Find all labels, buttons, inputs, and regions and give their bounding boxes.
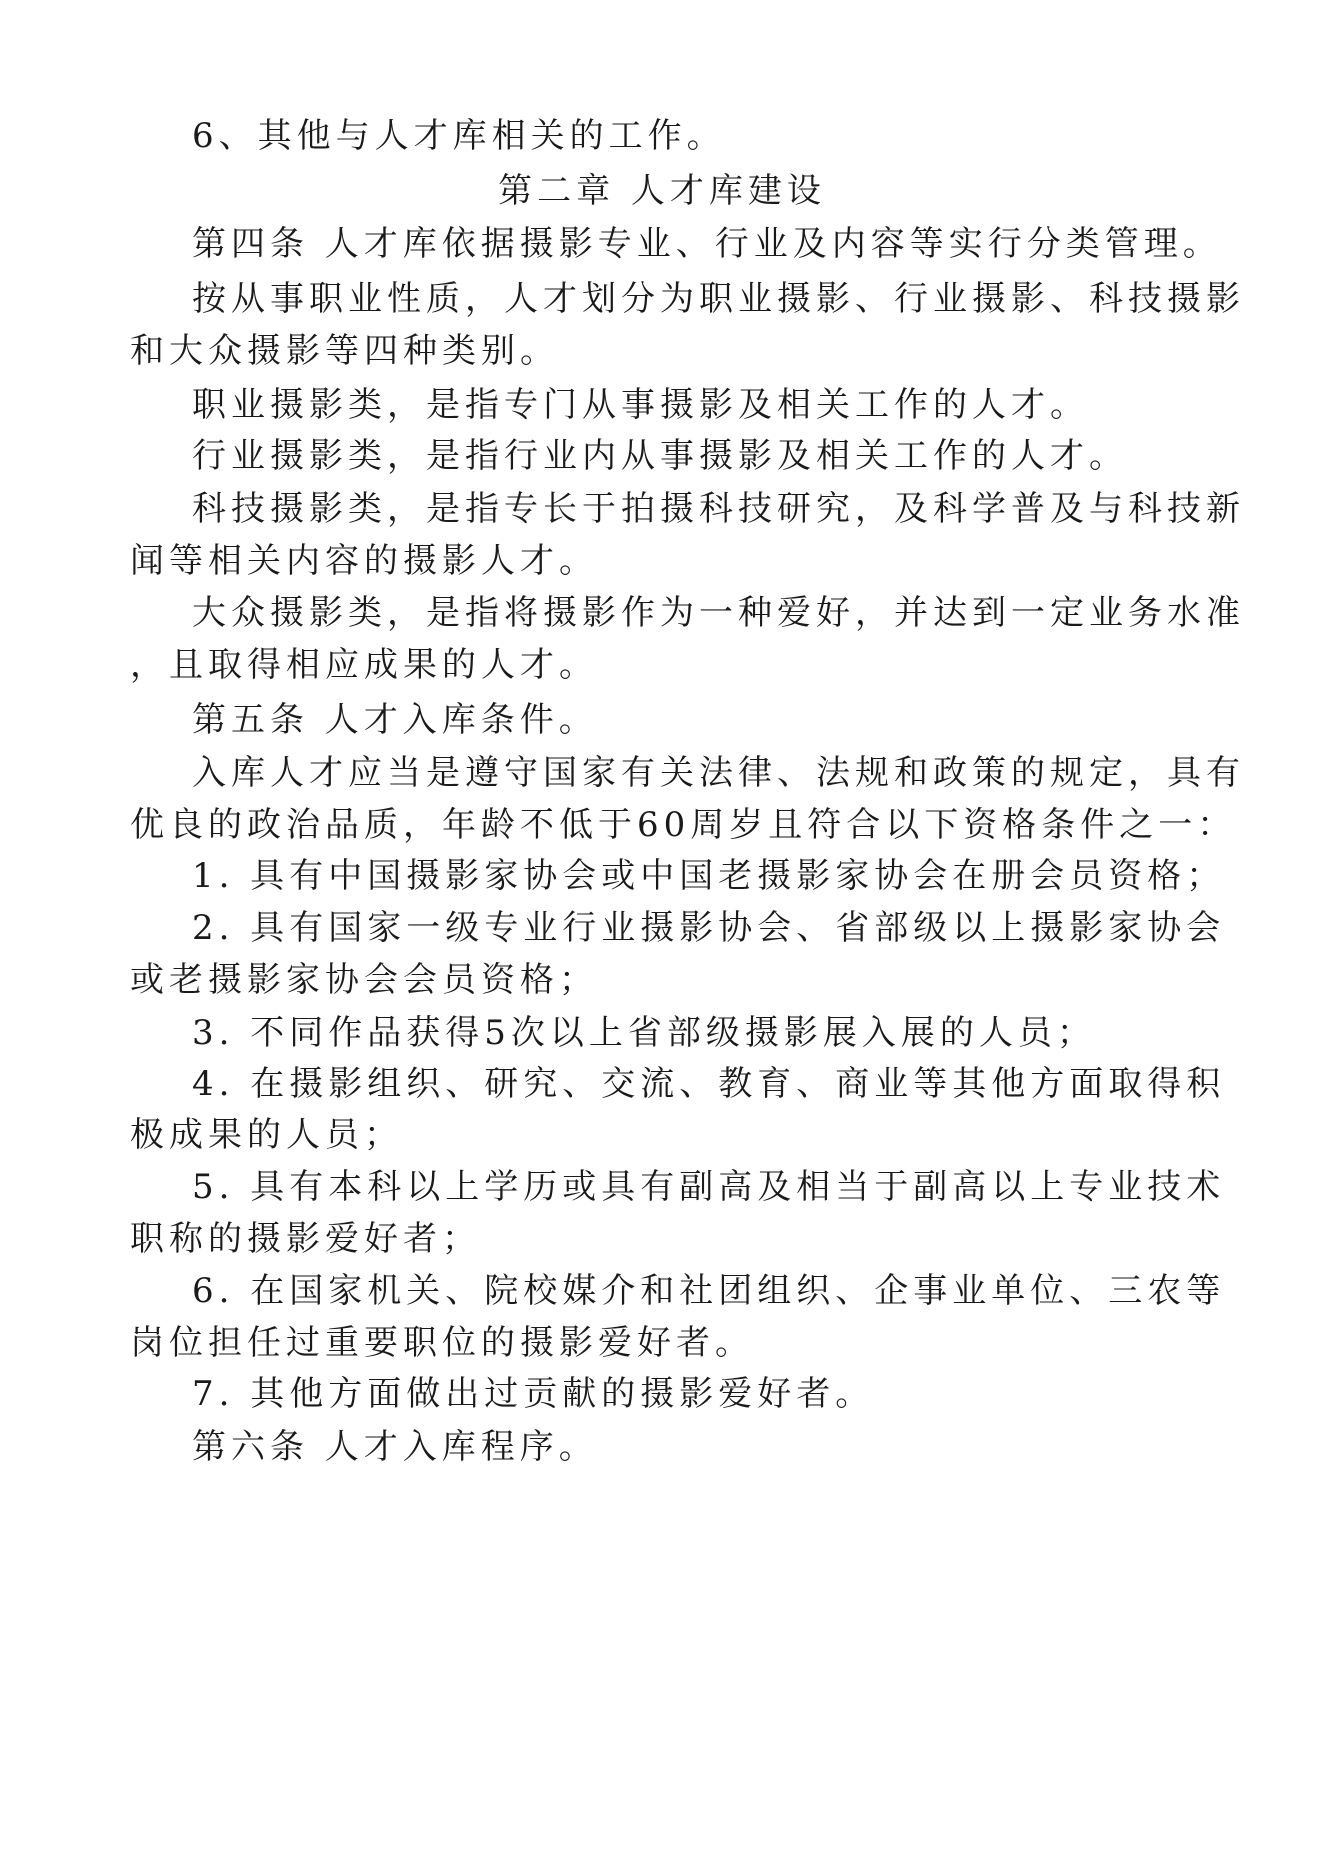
list-item: 7. 其他方面做出过贡献的摄影爱好者。 bbox=[192, 1374, 875, 1414]
list-item: 1. 具有中国摄影家协会或中国老摄影家协会在册会员资格； bbox=[192, 856, 1226, 896]
list-item-continuation: 极成果的人员； bbox=[130, 1115, 403, 1155]
paragraph-line: 优良的政治品质，年龄不低于60周岁且符合以下资格条件之一： bbox=[130, 805, 1237, 845]
paragraph-line: 科技摄影类，是指专长于拍摄科技研究，及科学普及与科技新 bbox=[192, 489, 1245, 529]
list-item: 4. 在摄影组织、研究、交流、教育、商业等其他方面取得积 bbox=[192, 1064, 1226, 1104]
list-item: 5. 具有本科以上学历或具有副高及相当于副高以上专业技术 bbox=[192, 1167, 1226, 1207]
paragraph-line: 大众摄影类，是指将摄影作为一种爱好，并达到一定业务水准 bbox=[192, 593, 1245, 633]
list-item-continuation: 或老摄影家协会会员资格； bbox=[130, 960, 598, 1000]
paragraph-line: 按从事职业性质，人才划分为职业摄影、行业摄影、科技摄影 bbox=[192, 279, 1245, 319]
list-item-continuation: 岗位担任过重要职位的摄影爱好者。 bbox=[130, 1323, 754, 1363]
list-item: 3. 不同作品获得5次以上省部级摄影展入展的人员； bbox=[192, 1013, 1096, 1053]
list-item: 6. 在国家机关、院校媒介和社团组织、企事业单位、三农等 bbox=[192, 1271, 1226, 1311]
chapter-heading: 第二章 人才库建设 bbox=[498, 171, 826, 211]
list-item: 2. 具有国家一级专业行业摄影协会、省部级以上摄影家协会 bbox=[192, 908, 1226, 948]
paragraph-line: ，且取得相应成果的人才。 bbox=[130, 645, 598, 685]
paragraph-line: 闻等相关内容的摄影人才。 bbox=[130, 541, 598, 581]
list-item-continuation: 职称的摄影爱好者； bbox=[130, 1219, 481, 1259]
article-5-heading: 第五条 人才入库条件。 bbox=[192, 700, 598, 740]
paragraph-line: 行业摄影类，是指行业内从事摄影及相关工作的人才。 bbox=[192, 436, 1128, 476]
list-item-6-related-work: 6、其他与人才库相关的工作。 bbox=[192, 116, 726, 156]
paragraph-line: 职业摄影类，是指专门从事摄影及相关工作的人才。 bbox=[192, 385, 1089, 425]
paragraph-line: 入库人才应当是遵守国家有关法律、法规和政策的规定，具有 bbox=[192, 753, 1245, 793]
article-6-heading: 第六条 人才入库程序。 bbox=[192, 1427, 598, 1467]
paragraph-line: 和大众摄影等四种类别。 bbox=[130, 331, 559, 371]
article-4-heading: 第四条 人才库依据摄影专业、行业及内容等实行分类管理。 bbox=[192, 224, 1222, 264]
